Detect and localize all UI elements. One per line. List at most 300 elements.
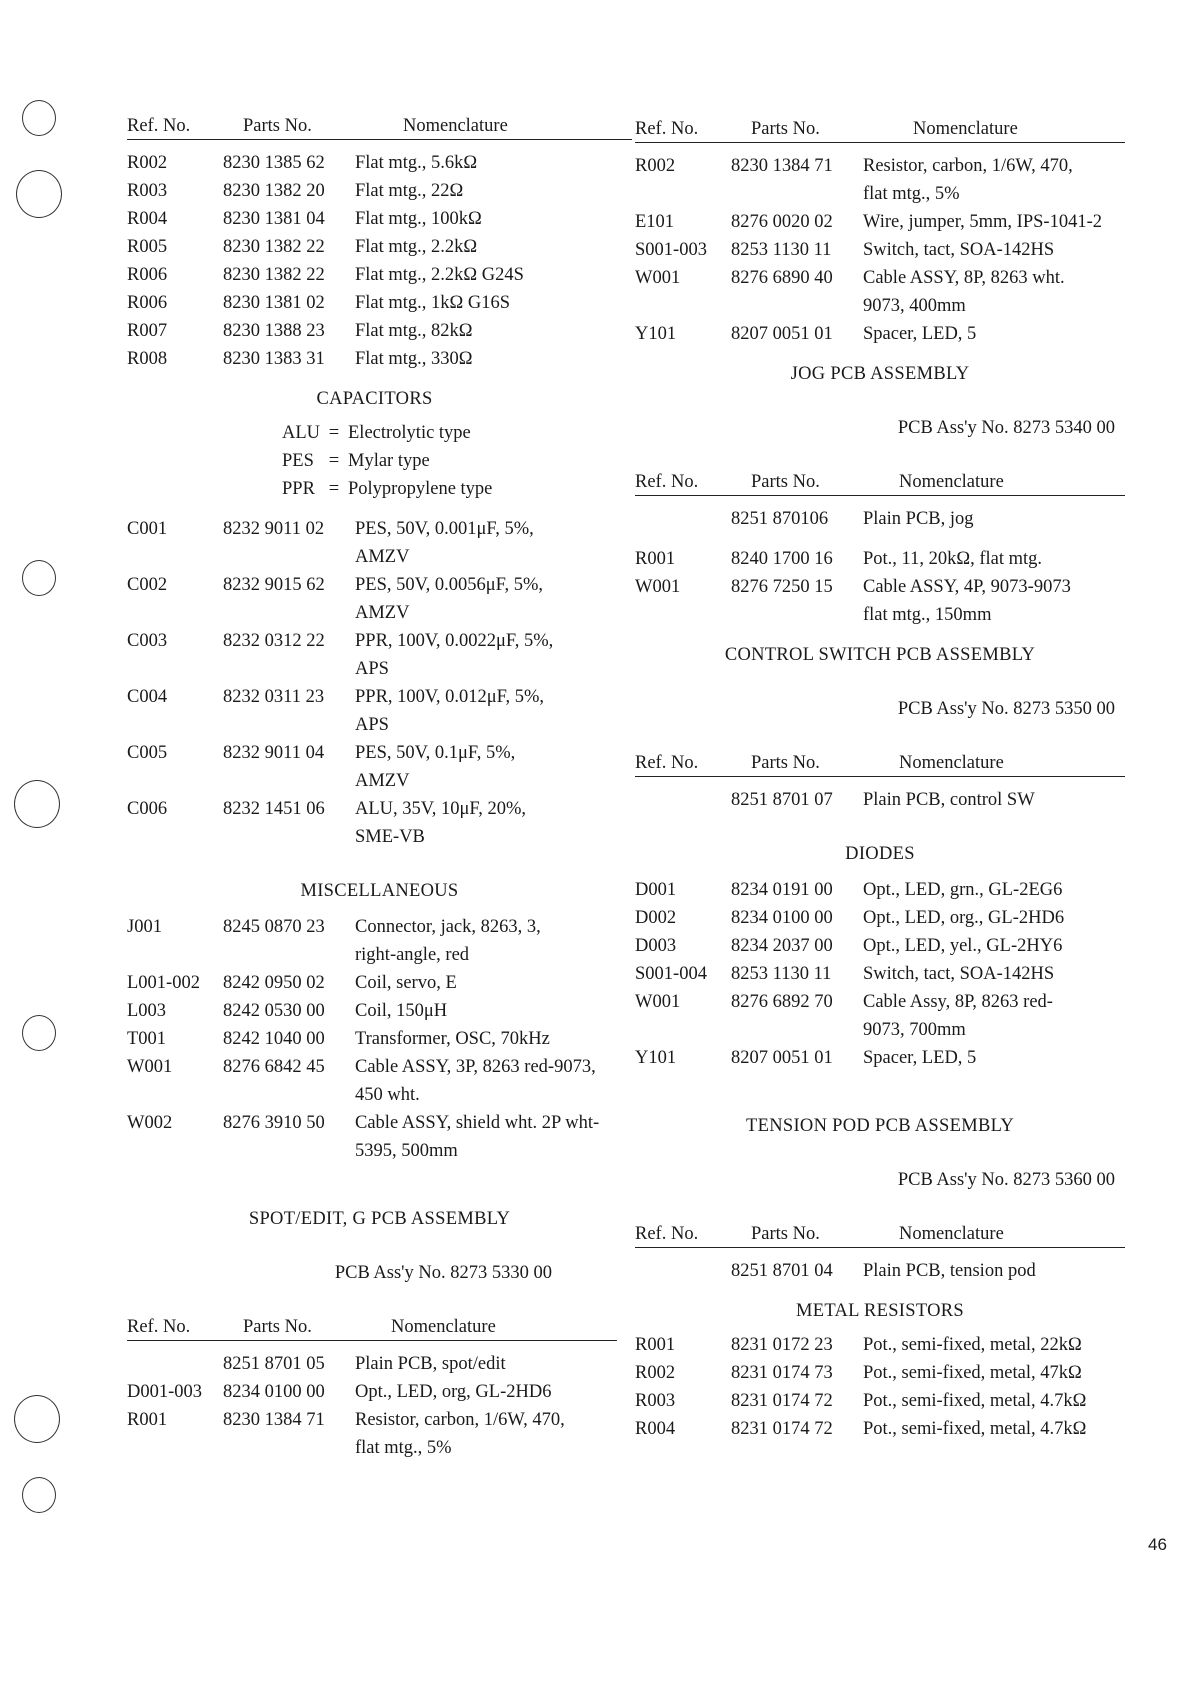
nomenclature-cell bbox=[355, 1025, 632, 1053]
nomenclature-line: Resistor, carbon, 1/6W, 470, bbox=[355, 1410, 565, 1430]
nomenclature-line: Pot., semi-fixed, metal, 4.7kΩ bbox=[863, 1391, 1087, 1411]
header-nomenclature: Nomenclature bbox=[913, 119, 1018, 139]
binder-hole-icon bbox=[16, 170, 62, 218]
parts-no-cell: 8232 9011 04 bbox=[223, 743, 325, 763]
header-parts-no: Parts No. bbox=[751, 753, 820, 773]
resistors-list bbox=[127, 149, 632, 373]
table-row bbox=[127, 683, 632, 739]
legend-equals: = bbox=[328, 451, 340, 471]
parts-no-cell: 8207 0051 01 bbox=[731, 1048, 833, 1068]
ref-no-cell: W001 bbox=[635, 992, 681, 1012]
nomenclature-line: 450 wht. bbox=[355, 1085, 420, 1105]
nomenclature-cell bbox=[863, 545, 1125, 573]
ref-no-cell: R003 bbox=[635, 1391, 676, 1411]
nomenclature-line: Wire, jumper, 5mm, IPS-1041-2 bbox=[863, 212, 1102, 232]
parts-no-cell: 8242 0950 02 bbox=[223, 973, 325, 993]
table-header bbox=[635, 468, 1125, 496]
nomenclature-cell bbox=[863, 208, 1125, 236]
binder-hole-icon bbox=[22, 560, 56, 596]
table-row bbox=[127, 1109, 632, 1165]
jog-pcb-heading: JOG PCB ASSEMBLY bbox=[790, 364, 970, 384]
control-switch-assy-number: PCB Ass'y No. 8273 5350 00 bbox=[897, 699, 1115, 719]
nomenclature-line: APS bbox=[355, 715, 389, 735]
ref-no-cell: R006 bbox=[127, 265, 168, 285]
nomenclature-cell bbox=[863, 960, 1125, 988]
nomenclature-line: APS bbox=[355, 659, 389, 679]
nomenclature-cell bbox=[863, 573, 1125, 629]
parts-no-cell: 8231 0172 23 bbox=[731, 1335, 833, 1355]
ref-no-cell: T001 bbox=[127, 1029, 167, 1049]
nomenclature-line: flat mtg., 5% bbox=[355, 1438, 452, 1458]
legend-abbr: PPR bbox=[282, 479, 315, 499]
nomenclature-line: Flat mtg., 2.2kΩ G24S bbox=[355, 265, 524, 285]
nomenclature-line: AMZV bbox=[355, 547, 410, 567]
parts-no-cell: 8276 6892 70 bbox=[731, 992, 833, 1012]
parts-no-cell: 8230 1381 02 bbox=[223, 293, 325, 313]
left-column bbox=[127, 112, 632, 1462]
capacitors-heading: CAPACITORS bbox=[316, 389, 433, 409]
ref-no-cell: E101 bbox=[635, 212, 675, 232]
ref-no-cell: C006 bbox=[127, 799, 168, 819]
ref-no-cell: C004 bbox=[127, 687, 168, 707]
nomenclature-line: Cable ASSY, 3P, 8263 red-9073, bbox=[355, 1057, 596, 1077]
header-parts-no: Parts No. bbox=[751, 1224, 820, 1244]
nomenclature-line: 5395, 500mm bbox=[355, 1141, 458, 1161]
table-row bbox=[127, 515, 632, 571]
nomenclature-line: ALU, 35V, 10μF, 20%, bbox=[355, 799, 527, 819]
parts-no-cell: 8240 1700 16 bbox=[731, 549, 833, 569]
page-number: 46 bbox=[1148, 1535, 1167, 1554]
parts-no-cell: 8276 6890 40 bbox=[731, 268, 833, 288]
nomenclature-cell bbox=[863, 932, 1125, 960]
legend-equals: = bbox=[328, 423, 340, 443]
nomenclature-cell bbox=[863, 236, 1125, 264]
binder-hole-icon bbox=[22, 1015, 56, 1051]
table-row bbox=[127, 233, 632, 261]
parts-no-cell: 8253 1130 11 bbox=[731, 964, 832, 984]
spot-edit-list bbox=[127, 1350, 632, 1462]
nomenclature-line: 9073, 400mm bbox=[863, 296, 966, 316]
parts-no-cell: 8253 1130 11 bbox=[731, 240, 832, 260]
nomenclature-cell bbox=[863, 152, 1125, 208]
capacitors-list bbox=[127, 515, 632, 851]
ref-no-cell: C002 bbox=[127, 575, 168, 595]
table-row bbox=[127, 345, 632, 373]
parts-no-cell: 8231 0174 72 bbox=[731, 1419, 833, 1439]
table-row bbox=[127, 969, 632, 997]
nomenclature-line: 9073, 700mm bbox=[863, 1020, 966, 1040]
nomenclature-line: Flat mtg., 100kΩ bbox=[355, 209, 482, 229]
nomenclature-line: Pot., semi-fixed, metal, 4.7kΩ bbox=[863, 1419, 1087, 1439]
nomenclature-line: Coil, 150μH bbox=[355, 1001, 448, 1021]
ref-no-cell: W001 bbox=[127, 1057, 173, 1077]
nomenclature-line: Cable ASSY, shield wht. 2P wht- bbox=[355, 1113, 600, 1133]
nomenclature-cell bbox=[355, 205, 632, 233]
ref-no-cell: R001 bbox=[635, 1335, 676, 1355]
tension-pod-assy-number: PCB Ass'y No. 8273 5360 00 bbox=[897, 1170, 1115, 1190]
table-row bbox=[635, 208, 1125, 236]
nomenclature-line: Flat mtg., 82kΩ bbox=[355, 321, 473, 341]
legend-desc: Mylar type bbox=[348, 451, 430, 471]
legend-desc: Electrolytic type bbox=[348, 423, 471, 443]
nomenclature-line: AMZV bbox=[355, 603, 410, 623]
nomenclature-line: Opt., LED, org, GL-2HD6 bbox=[355, 1382, 552, 1402]
nomenclature-cell bbox=[863, 505, 1125, 533]
nomenclature-cell bbox=[355, 683, 632, 739]
nomenclature-cell bbox=[355, 261, 632, 289]
table-row bbox=[127, 177, 632, 205]
parts-no-cell: 8251 8701 05 bbox=[223, 1354, 325, 1374]
nomenclature-line: Opt., LED, grn., GL-2EG6 bbox=[863, 880, 1063, 900]
nomenclature-cell bbox=[355, 233, 632, 261]
ref-no-cell: R003 bbox=[127, 181, 168, 201]
ref-no-cell: W001 bbox=[635, 268, 681, 288]
table-row bbox=[127, 739, 632, 795]
ref-no-cell: D002 bbox=[635, 908, 677, 928]
ref-no-cell: R002 bbox=[127, 153, 168, 173]
nomenclature-cell bbox=[355, 739, 632, 795]
nomenclature-line: Switch, tact, SOA-142HS bbox=[863, 964, 1055, 984]
parts-no-cell: 8230 1384 71 bbox=[223, 1410, 325, 1430]
table-row bbox=[635, 786, 1125, 814]
nomenclature-line: flat mtg., 5% bbox=[863, 184, 960, 204]
nomenclature-line: Opt., LED, org., GL-2HD6 bbox=[863, 908, 1065, 928]
nomenclature-cell bbox=[863, 320, 1125, 348]
diodes-list bbox=[635, 876, 1125, 1072]
ref-no-cell: R001 bbox=[127, 1410, 168, 1430]
top-group-list bbox=[635, 208, 1125, 348]
parts-no-cell: 8232 9015 62 bbox=[223, 575, 325, 595]
table-row bbox=[635, 1359, 1125, 1387]
parts-no-cell: 8234 0100 00 bbox=[731, 908, 833, 928]
nomenclature-cell bbox=[355, 515, 632, 571]
parts-no-cell: 8230 1381 04 bbox=[223, 209, 325, 229]
nomenclature-line: Switch, tact, SOA-142HS bbox=[863, 240, 1055, 260]
header-ref-no: Ref. No. bbox=[635, 472, 699, 492]
table-row bbox=[127, 1406, 632, 1462]
parts-no-cell: 8230 1383 31 bbox=[223, 349, 325, 369]
nomenclature-line: Cable ASSY, 8P, 8263 wht. bbox=[863, 268, 1065, 288]
jog-plain-list bbox=[635, 505, 1125, 533]
header-ref-no: Ref. No. bbox=[127, 1317, 191, 1337]
nomenclature-cell bbox=[355, 345, 632, 373]
ref-no-cell: D001-003 bbox=[127, 1382, 203, 1402]
nomenclature-line: Flat mtg., 330Ω bbox=[355, 349, 473, 369]
misc-list bbox=[127, 913, 632, 1165]
table-row bbox=[127, 997, 632, 1025]
control-switch-heading: CONTROL SWITCH PCB ASSEMBLY bbox=[724, 645, 1036, 665]
ref-no-cell: C001 bbox=[127, 519, 168, 539]
parts-no-cell: 8242 0530 00 bbox=[223, 1001, 325, 1021]
table-row bbox=[127, 795, 632, 851]
nomenclature-line: Plain PCB, tension pod bbox=[863, 1261, 1036, 1281]
binder-hole-icon bbox=[14, 780, 60, 828]
nomenclature-cell bbox=[355, 1053, 632, 1109]
table-row bbox=[127, 261, 632, 289]
parts-no-cell: 8245 0870 23 bbox=[223, 917, 325, 937]
top-group-list bbox=[635, 152, 1125, 208]
binder-holes bbox=[0, 0, 80, 1684]
nomenclature-line: Flat mtg., 2.2kΩ bbox=[355, 237, 478, 257]
parts-no-cell: 8232 0311 23 bbox=[223, 687, 325, 707]
ref-no-cell bbox=[127, 1350, 223, 1378]
table-header bbox=[127, 112, 632, 140]
nomenclature-line: Flat mtg., 5.6kΩ bbox=[355, 153, 478, 173]
table-row bbox=[635, 236, 1125, 264]
nomenclature-line: flat mtg., 150mm bbox=[863, 605, 992, 625]
parts-no-cell: 8251 870106 bbox=[731, 509, 829, 529]
nomenclature-cell bbox=[355, 571, 632, 627]
table-row bbox=[635, 932, 1125, 960]
nomenclature-cell bbox=[863, 1257, 1125, 1285]
ref-no-cell: W002 bbox=[127, 1113, 173, 1133]
right-column bbox=[635, 115, 1125, 1443]
ref-no-cell: D001 bbox=[635, 880, 677, 900]
table-row bbox=[127, 1378, 632, 1406]
nomenclature-cell bbox=[355, 1378, 632, 1406]
binder-hole-icon bbox=[14, 1395, 60, 1443]
legend-equals: = bbox=[328, 479, 340, 499]
parts-no-cell: 8230 1388 23 bbox=[223, 321, 325, 341]
parts-no-cell: 8234 0100 00 bbox=[223, 1382, 325, 1402]
ref-no-cell bbox=[635, 505, 731, 533]
ref-no-cell bbox=[635, 1257, 731, 1285]
table-row bbox=[127, 1053, 632, 1109]
parts-no-cell: 8276 7250 15 bbox=[731, 577, 833, 597]
table-row bbox=[635, 1415, 1125, 1443]
parts-no-cell: 8234 2037 00 bbox=[731, 936, 833, 956]
table-row bbox=[635, 1257, 1125, 1285]
table-row bbox=[127, 317, 632, 345]
nomenclature-line: Plain PCB, control SW bbox=[863, 790, 1035, 810]
nomenclature-line: Plain PCB, jog bbox=[863, 509, 974, 529]
table-header bbox=[127, 1313, 617, 1341]
nomenclature-cell bbox=[355, 913, 632, 969]
tension-pod-list bbox=[635, 1257, 1125, 1285]
parts-no-cell: 8207 0051 01 bbox=[731, 324, 833, 344]
nomenclature-line: PES, 50V, 0.0056μF, 5%, bbox=[355, 575, 543, 595]
table-header bbox=[635, 1220, 1125, 1248]
jog-items-list bbox=[635, 545, 1125, 629]
nomenclature-line: Spacer, LED, 5 bbox=[863, 1048, 977, 1068]
parts-no-cell: 8276 6842 45 bbox=[223, 1057, 325, 1077]
ref-no-cell: R008 bbox=[127, 349, 168, 369]
nomenclature-line: PES, 50V, 0.001μF, 5%, bbox=[355, 519, 534, 539]
legend-abbr: ALU bbox=[282, 423, 321, 443]
nomenclature-cell bbox=[863, 1044, 1125, 1072]
nomenclature-cell bbox=[355, 177, 632, 205]
ref-no-cell: R002 bbox=[635, 1363, 676, 1383]
table-row bbox=[127, 289, 632, 317]
ref-no-cell: L001-002 bbox=[127, 973, 200, 993]
nomenclature-cell bbox=[355, 1406, 632, 1462]
ref-no-cell: R002 bbox=[635, 156, 676, 176]
nomenclature-line: PES, 50V, 0.1μF, 5%, bbox=[355, 743, 516, 763]
nomenclature-line: Opt., LED, yel., GL-2HY6 bbox=[863, 936, 1063, 956]
ref-no-cell: W001 bbox=[635, 577, 681, 597]
parts-no-cell: 8276 3910 50 bbox=[223, 1113, 325, 1133]
table-row bbox=[635, 988, 1125, 1044]
nomenclature-cell bbox=[355, 795, 632, 851]
nomenclature-line: AMZV bbox=[355, 771, 410, 791]
ref-no-cell: R001 bbox=[635, 549, 676, 569]
header-nomenclature: Nomenclature bbox=[403, 116, 508, 136]
header-ref-no: Ref. No. bbox=[635, 753, 699, 773]
header-parts-no: Parts No. bbox=[243, 116, 312, 136]
nomenclature-line: Pot., semi-fixed, metal, 47kΩ bbox=[863, 1363, 1082, 1383]
ref-no-cell: S001-003 bbox=[635, 240, 707, 260]
nomenclature-line: PPR, 100V, 0.0022μF, 5%, bbox=[355, 631, 554, 651]
diodes-heading: DIODES bbox=[845, 844, 915, 864]
spot-edit-heading: SPOT/EDIT, G PCB ASSEMBLY bbox=[248, 1209, 511, 1229]
nomenclature-line: Transformer, OSC, 70kHz bbox=[355, 1029, 550, 1049]
ref-no-cell: C003 bbox=[127, 631, 168, 651]
table-row bbox=[635, 320, 1125, 348]
metal-resistors-list bbox=[635, 1331, 1125, 1443]
nomenclature-cell bbox=[863, 1415, 1125, 1443]
table-row bbox=[127, 205, 632, 233]
table-row bbox=[635, 904, 1125, 932]
table-row bbox=[127, 149, 632, 177]
parts-no-cell: 8230 1384 71 bbox=[731, 156, 833, 176]
table-row bbox=[127, 913, 632, 969]
nomenclature-line: right-angle, red bbox=[355, 945, 470, 965]
spot-edit-assy-number: PCB Ass'y No. 8273 5330 00 bbox=[334, 1263, 552, 1283]
header-parts-no: Parts No. bbox=[243, 1317, 312, 1337]
nomenclature-line: Flat mtg., 1kΩ G16S bbox=[355, 293, 511, 313]
nomenclature-cell bbox=[863, 1359, 1125, 1387]
nomenclature-cell bbox=[863, 264, 1125, 320]
table-row bbox=[127, 627, 632, 683]
nomenclature-cell bbox=[355, 149, 632, 177]
ref-no-cell: R006 bbox=[127, 293, 168, 313]
nomenclature-line: Flat mtg., 22Ω bbox=[355, 181, 464, 201]
table-row bbox=[127, 1025, 632, 1053]
nomenclature-cell bbox=[863, 876, 1125, 904]
nomenclature-cell bbox=[863, 786, 1125, 814]
header-ref-no: Ref. No. bbox=[635, 119, 699, 139]
nomenclature-line: Spacer, LED, 5 bbox=[863, 324, 977, 344]
table-row bbox=[127, 571, 632, 627]
nomenclature-line: Connector, jack, 8263, 3, bbox=[355, 917, 541, 937]
table-row bbox=[635, 264, 1125, 320]
nomenclature-cell bbox=[355, 1109, 632, 1165]
ref-no-cell: Y101 bbox=[635, 324, 677, 344]
ref-no-cell: R004 bbox=[635, 1419, 676, 1439]
ref-no-cell: Y101 bbox=[635, 1048, 677, 1068]
parts-no-cell: 8276 0020 02 bbox=[731, 212, 833, 232]
ref-no-cell: D003 bbox=[635, 936, 677, 956]
parts-no-cell: 8232 0312 22 bbox=[223, 631, 325, 651]
table-row bbox=[127, 1350, 632, 1378]
parts-no-cell: 8230 1385 62 bbox=[223, 153, 325, 173]
header-nomenclature: Nomenclature bbox=[391, 1317, 496, 1337]
binder-hole-icon bbox=[22, 100, 56, 136]
miscellaneous-heading: MISCELLANEOUS bbox=[300, 881, 459, 901]
parts-no-cell: 8231 0174 72 bbox=[731, 1391, 833, 1411]
table-row bbox=[635, 1387, 1125, 1415]
nomenclature-cell bbox=[863, 988, 1125, 1044]
ref-no-cell: L003 bbox=[127, 1001, 167, 1021]
tension-pod-heading: TENSION POD PCB ASSEMBLY bbox=[746, 1116, 1014, 1136]
header-parts-no: Parts No. bbox=[751, 472, 820, 492]
nomenclature-cell bbox=[863, 904, 1125, 932]
nomenclature-cell bbox=[355, 627, 632, 683]
nomenclature-line: Cable ASSY, 4P, 9073-9073 bbox=[863, 577, 1071, 597]
nomenclature-line: PPR, 100V, 0.012μF, 5%, bbox=[355, 687, 545, 707]
table-row bbox=[635, 1331, 1125, 1359]
nomenclature-line: Coil, servo, E bbox=[355, 973, 457, 993]
table-header bbox=[635, 115, 1125, 143]
nomenclature-cell bbox=[863, 1387, 1125, 1415]
table-row bbox=[635, 573, 1125, 629]
ref-no-cell: J001 bbox=[127, 917, 162, 937]
nomenclature-line: Pot., semi-fixed, metal, 22kΩ bbox=[863, 1335, 1082, 1355]
parts-no-cell: 8251 8701 07 bbox=[731, 790, 833, 810]
table-row bbox=[635, 545, 1125, 573]
nomenclature-cell bbox=[863, 1331, 1125, 1359]
legend-row bbox=[282, 419, 632, 447]
parts-no-cell: 8232 1451 06 bbox=[223, 799, 325, 819]
parts-no-cell: 8242 1040 00 bbox=[223, 1029, 325, 1049]
legend-desc: Polypropylene type bbox=[348, 479, 493, 499]
header-ref-no: Ref. No. bbox=[635, 1224, 699, 1244]
ref-no-cell: S001-004 bbox=[635, 964, 707, 984]
nomenclature-cell bbox=[355, 317, 632, 345]
header-nomenclature: Nomenclature bbox=[899, 472, 1004, 492]
table-header bbox=[635, 749, 1125, 777]
legend-row bbox=[282, 447, 632, 475]
legend-abbr: PES bbox=[282, 451, 314, 471]
nomenclature-line: Pot., 11, 20kΩ, flat mtg. bbox=[863, 549, 1043, 569]
table-row bbox=[635, 505, 1125, 533]
table-row bbox=[635, 152, 1125, 208]
capacitor-legend bbox=[127, 419, 632, 503]
ref-no-cell: R004 bbox=[127, 209, 168, 229]
binder-hole-icon bbox=[22, 1477, 56, 1513]
table-row bbox=[635, 960, 1125, 988]
legend-row bbox=[282, 475, 632, 503]
nomenclature-cell bbox=[355, 289, 632, 317]
parts-no-cell: 8230 1382 22 bbox=[223, 237, 325, 257]
nomenclature-line: Resistor, carbon, 1/6W, 470, bbox=[863, 156, 1073, 176]
control-switch-list bbox=[635, 786, 1125, 814]
nomenclature-line: Plain PCB, spot/edit bbox=[355, 1354, 506, 1374]
jog-pcb-assy-number: PCB Ass'y No. 8273 5340 00 bbox=[897, 418, 1115, 438]
parts-no-cell: 8251 8701 04 bbox=[731, 1261, 833, 1281]
parts-no-cell: 8231 0174 73 bbox=[731, 1363, 833, 1383]
table-row bbox=[635, 876, 1125, 904]
header-parts-no: Parts No. bbox=[751, 119, 820, 139]
nomenclature-cell bbox=[355, 969, 632, 997]
ref-no-cell bbox=[635, 786, 731, 814]
parts-no-cell: 8230 1382 22 bbox=[223, 265, 325, 285]
nomenclature-cell bbox=[355, 1350, 632, 1378]
nomenclature-cell bbox=[355, 997, 632, 1025]
header-ref-no: Ref. No. bbox=[127, 116, 191, 136]
header-nomenclature: Nomenclature bbox=[899, 753, 1004, 773]
header-nomenclature: Nomenclature bbox=[899, 1224, 1004, 1244]
ref-no-cell: R005 bbox=[127, 237, 168, 257]
parts-no-cell: 8232 9011 02 bbox=[223, 519, 325, 539]
nomenclature-line: Cable Assy, 8P, 8263 red- bbox=[863, 992, 1053, 1012]
ref-no-cell: C005 bbox=[127, 743, 168, 763]
parts-no-cell: 8230 1382 20 bbox=[223, 181, 325, 201]
ref-no-cell: R007 bbox=[127, 321, 168, 341]
metal-resistors-heading: METAL RESISTORS bbox=[795, 1301, 964, 1321]
parts-no-cell: 8234 0191 00 bbox=[731, 880, 833, 900]
nomenclature-line: SME-VB bbox=[355, 827, 425, 847]
